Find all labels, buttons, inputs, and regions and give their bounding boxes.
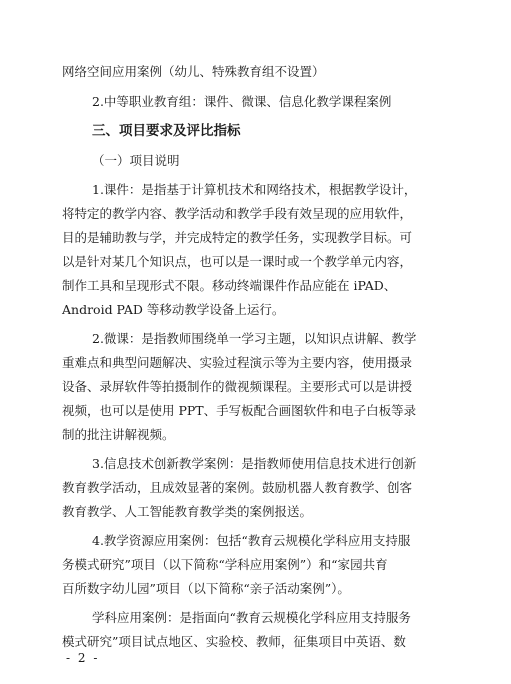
paragraph-courseware-line-5: 制作工具和呈现形式不限。移动终端课件作品应能在 iPAD、 (62, 278, 397, 293)
paragraph-courseware-line-6: Android PAD 等移动教学设备上运行。 (62, 302, 285, 317)
paragraph-innovation-line-3: 教育教学、人工智能教育教学类的案例报送。 (62, 504, 313, 519)
paragraph-microlesson-line-2: 重难点和典型问题解决、实验过程演示等为主要内容，使用摄录 (62, 355, 413, 370)
paragraph-resource-line-2: 务模式研究”项目（以下简称“学科应用案例”）和“家园共育 (62, 557, 388, 572)
paragraph-courseware-line-2: 将特定的教学内容、教学活动和教学手段有效呈现的应用软件， (62, 206, 413, 221)
paragraph-courseware-line-1: 1.课件：是指基于计算机技术和网络技术，根据教学设计， (92, 182, 417, 197)
paragraph-innovation-line-2: 教育教学活动，且成效显著的案例。鼓励机器人教育教学、创客 (62, 480, 413, 495)
paragraph-microlesson-line-1: 2.微课：是指教师围绕单一学习主题，以知识点讲解、教学 (92, 331, 417, 346)
text-line-continuation: 网络空间应用案例（幼儿、特殊教育组不设置） (62, 64, 325, 79)
paragraph-courseware-line-4: 以是针对某几个知识点，也可以是一课时或一个教学单元内容， (62, 254, 413, 269)
text-line-item-2: 2.中等职业教育组：课件、微课、信息化教学课程案例 (92, 94, 392, 109)
paragraph-resource-line-3: 百所数字幼儿园”项目（以下简称“亲子活动案例”）。 (62, 581, 350, 596)
paragraph-subject-line-1: 学科应用案例：是指面向“教育云规模化学科应用支持服务 (92, 610, 411, 625)
paragraph-microlesson-line-3: 设备、录屏软件等拍摄制作的微视频课程。主要形式可以是讲授 (62, 379, 413, 394)
page-number: - 2 - (66, 651, 100, 665)
section-heading: 三、项目要求及评比指标 (92, 123, 241, 139)
paragraph-innovation-line-1: 3.信息技术创新教学案例：是指教师使用信息技术进行创新 (92, 456, 417, 471)
paragraph-resource-line-1: 4.教学资源应用案例：包括“教育云规模化学科应用支持服 (92, 533, 411, 548)
paragraph-subject-line-2: 模式研究”项目试点地区、实验校、教师，征集项目中英语、数 (62, 634, 406, 649)
paragraph-courseware-line-3: 目的是辅助教与学，并完成特定的教学任务，实现教学目标。可 (62, 230, 413, 245)
paragraph-microlesson-line-4: 视频，也可以是使用 PPT、手写板配合画图软件和电子白板等录 (62, 403, 417, 418)
subsection-heading: （一）项目说明 (92, 153, 180, 168)
paragraph-microlesson-line-5: 制的批注讲解视频。 (62, 427, 175, 442)
